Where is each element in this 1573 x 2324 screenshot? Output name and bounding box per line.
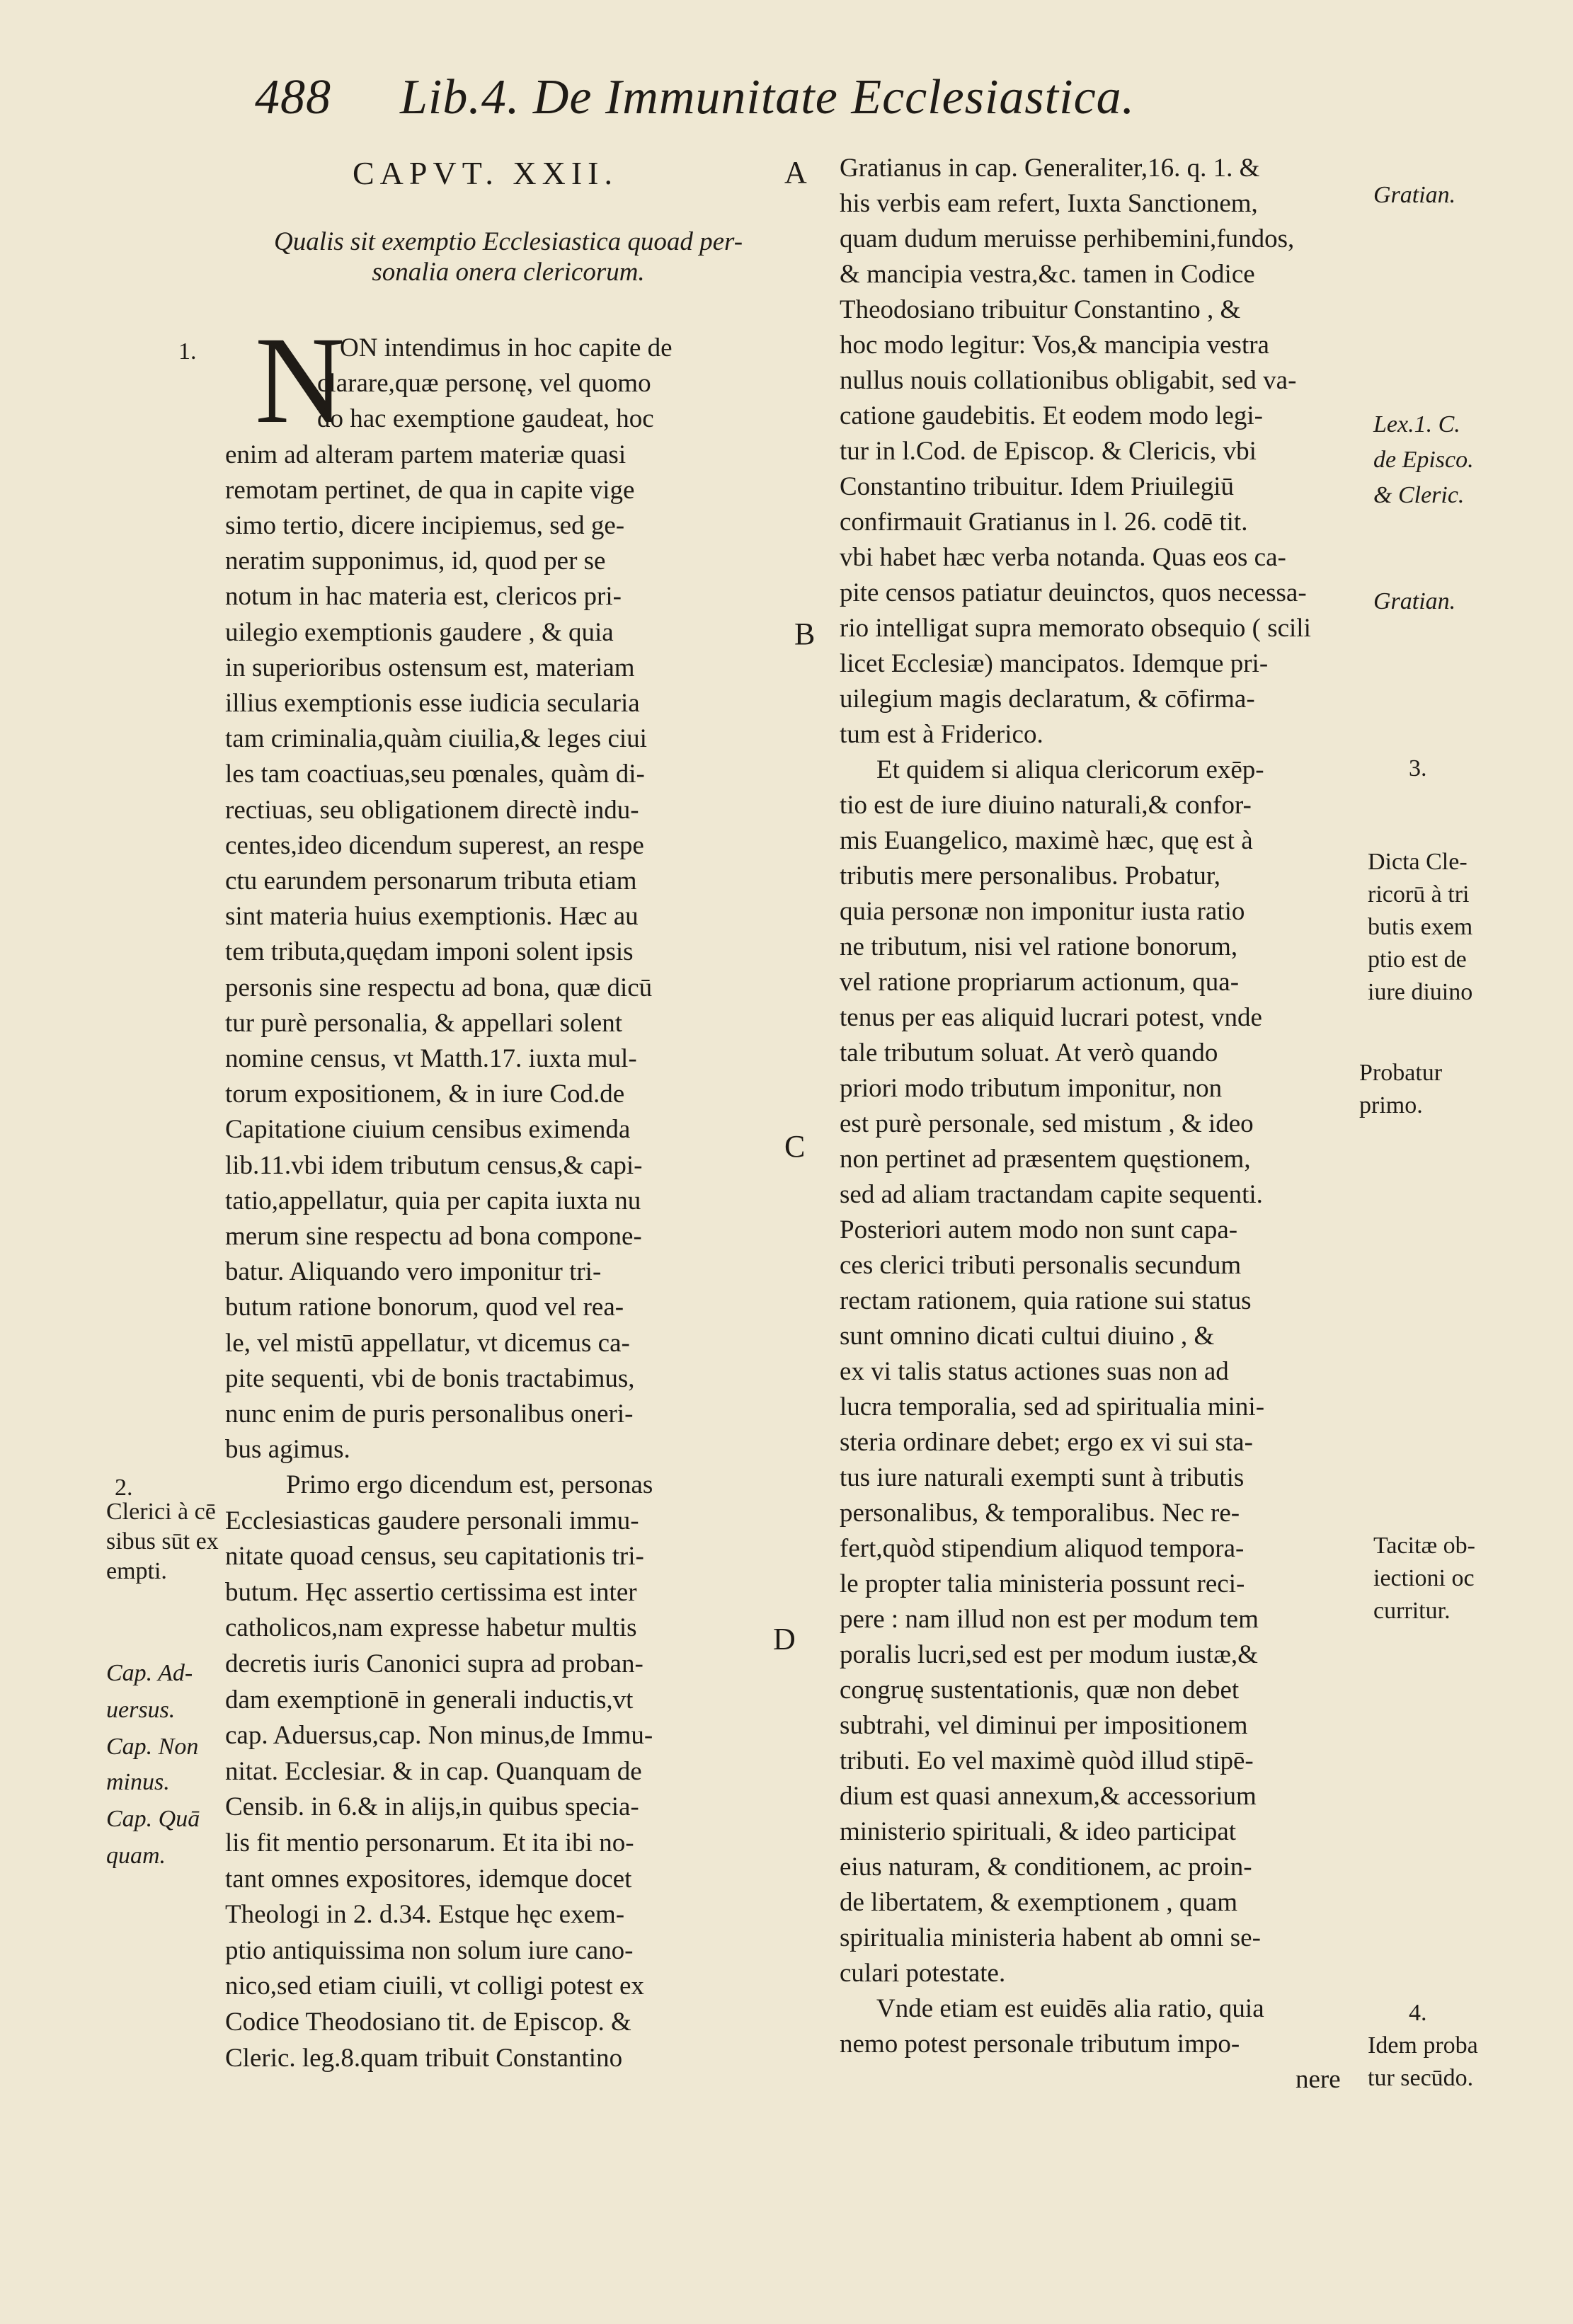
text-line: nico,sed etiam ciuili, vt colligi potest ex	[225, 1971, 644, 2001]
text-line: do hac exemptione gaudeat, hoc	[317, 404, 654, 434]
text-line: le, vel mistū appellatur, vt dicemus ca-	[225, 1328, 630, 1358]
chapter-title: CAPVT. XXII.	[353, 155, 618, 191]
text-line: decretis iuris Canonici supra ad proban-	[225, 1649, 644, 1678]
text-line: Primo ergo dicendum est, personas	[286, 1470, 653, 1499]
text-line: vbi habet hæc verba notanda. Quas eos ca-	[840, 543, 1286, 572]
margin-note: Cap. Ad-	[106, 1660, 193, 1686]
margin-note: & Cleric.	[1373, 482, 1465, 508]
drop-cap: N	[255, 311, 345, 450]
text-line: ces clerici tributi personalis secundum	[840, 1251, 1242, 1280]
text-line: notum in hac materia est, clericos pri-	[225, 582, 622, 612]
text-line: pite sequenti, vbi de bonis tractabimus,	[225, 1363, 635, 1393]
margin-note: quam.	[106, 1843, 166, 1869]
chapter-subtitle-line: Qualis sit exemptio Ecclesiastica quoad per-	[273, 227, 743, 256]
text-line: Constantino tribuitur. Idem Priuilegiū	[840, 472, 1235, 501]
text-line: tenus per eas aliquid lucrari potest, vnde	[840, 1003, 1262, 1032]
text-line: ministerio spirituali, & ideo participat	[840, 1817, 1237, 1846]
text-line: pere : nam illud non est per modum tem	[840, 1605, 1259, 1634]
margin-note: uersus.	[106, 1697, 176, 1723]
text-line: in superioribus ostensum est, materiam	[225, 653, 635, 682]
text-line: tam criminalia,quàm ciuilia,& leges ciui	[225, 724, 647, 754]
text-line: nullus nouis collationibus obligabit, sed va-	[840, 366, 1297, 395]
text-line: spiritualia ministeria habent ab omni se-	[840, 1923, 1261, 1952]
text-line: butum. Hęc assertio certissima est inter	[225, 1577, 637, 1607]
text-line: sed ad aliam tractandam capite sequenti.	[840, 1180, 1263, 1209]
text-line: Capitatione ciuium censibus eximenda	[225, 1115, 631, 1145]
margin-note: Cap. Non	[106, 1734, 199, 1760]
text-line: rio intelligat supra memorato obsequio ( scili	[840, 614, 1311, 643]
text-line: ptio antiquissima non solum iure cano-	[225, 1935, 634, 1965]
text-line: dium est quasi annexum,& accessorium	[840, 1782, 1257, 1811]
text-line: tributi. Eo vel maximè quòd illud stipē-	[840, 1746, 1254, 1775]
margin-note: Gratian.	[1373, 182, 1456, 208]
text-line: personis sine respectu ad bona, quæ dicū	[225, 973, 653, 1002]
text-line: poralis lucri,sed est per modum iustæ,&	[840, 1640, 1258, 1669]
text-line: Vnde etiam est euidēs alia ratio, quia	[876, 1994, 1264, 2023]
margin-note: Idem proba	[1368, 2032, 1478, 2059]
text-line: Theodosiano tribuitur Constantino , &	[840, 295, 1241, 324]
text-line: Gratianus in cap. Generaliter,16. q. 1. &	[840, 154, 1260, 183]
text-line: hoc modo legitur: Vos,& mancipia vestra	[840, 331, 1269, 360]
text-line: sint materia huius exemptionis. Hæc au	[225, 902, 639, 932]
paragraph-letter: B	[794, 617, 816, 651]
margin-note: de Episco.	[1373, 447, 1474, 473]
text-line: nere	[1295, 2065, 1341, 2094]
text-line: nunc enim de puris personalibus oneri-	[225, 1399, 634, 1429]
text-line: tant omnes expositores, idemque docet	[225, 1864, 632, 1894]
text-line: Theologi in 2. d.34. Estque hęc exem-	[225, 1900, 625, 1930]
text-line: tatio,appellatur, quia per capita iuxta nu	[225, 1186, 641, 1215]
text-line: tem tributa,quędam imponi solent ipsis	[225, 937, 634, 967]
text-line: steria ordinare debet; ergo ex vi sui sta-	[840, 1428, 1253, 1457]
text-line: culari potestate.	[840, 1959, 1006, 1988]
text-line: merum sine respectu ad bona compone-	[225, 1222, 642, 1251]
text-line: Et quidem si aliqua clericorum exēp-	[876, 755, 1264, 784]
text-line: confirmauit Gratianus in l. 26. codē tit.	[840, 508, 1248, 537]
text-line: ex vi talis status actiones suas non ad	[840, 1357, 1229, 1386]
text-line: tributis mere personalibus. Probatur,	[840, 862, 1220, 891]
chapter-subtitle	[225, 227, 791, 287]
margin-note: Probatur	[1359, 1060, 1443, 1086]
text-line: nemo potest personale tributum impo-	[840, 2030, 1240, 2059]
text-line: lis fit mentio personarum. Et ita ibi no-	[225, 1828, 634, 1858]
margin-note: Lex.1. C.	[1373, 411, 1460, 437]
margin-note: iure diuino	[1368, 979, 1473, 1005]
text-line: Censib. in 6.& in alijs,in quibus specia-	[225, 1792, 639, 1822]
margin-note: 2.	[115, 1475, 133, 1501]
text-line: tale tributum soluat. At verò quando	[840, 1038, 1218, 1067]
paragraph-letter: D	[773, 1622, 796, 1656]
margin-note: ptio est de	[1368, 946, 1467, 973]
margin-note: tur secūdo.	[1368, 2065, 1474, 2091]
text-line: enim ad alteram partem materiæ quasi	[225, 440, 627, 469]
text-line: cap. Aduersus,cap. Non minus,de Immu-	[225, 1721, 653, 1751]
text-line: nitate quoad census, seu capitationis tri-	[225, 1542, 644, 1572]
margin-note: iectioni oc	[1373, 1565, 1475, 1591]
text-line: Codice Theodosiano tit. de Episcop. &	[225, 2008, 631, 2037]
page-number: 488	[255, 70, 331, 125]
text-line: clarare,quæ personę, vel quomo	[317, 369, 651, 399]
text-line: sunt omnino dicati cultui diuino , &	[840, 1322, 1215, 1351]
text-line: catione gaudebitis. Et eodem modo legi-	[840, 401, 1263, 430]
margin-note: primo.	[1359, 1092, 1423, 1118]
text-line: tur in l.Cod. de Episcop. & Clericis, vbi	[840, 437, 1257, 466]
margin-note: 3.	[1409, 755, 1427, 782]
text-line: bus agimus.	[225, 1435, 350, 1465]
text-line: pite censos patiatur deuinctos, quos necessa-	[840, 578, 1307, 607]
text-line: nitat. Ecclesiar. & in cap. Quanquam de	[225, 1756, 642, 1786]
text-line: nomine census, vt Matth.17. iuxta mul-	[225, 1044, 637, 1073]
text-line: le propter talia ministeria possunt reci-	[840, 1569, 1245, 1598]
text-line: tio est de iure diuino naturali,& confor-	[840, 791, 1252, 820]
chapter-subtitle-line: sonalia onera clericorum.	[372, 258, 645, 287]
margin-note: sibus sūt ex	[106, 1528, 219, 1555]
margin-note: 4.	[1409, 2000, 1427, 2026]
text-line: tur purè personalia, & appellari solent	[225, 1008, 622, 1038]
text-line: tus iure naturali exempti sunt à tributis	[840, 1463, 1245, 1492]
text-line: illius exemptionis esse iudicia secularia	[225, 689, 640, 718]
text-line: torum expositionem, & in iure Cod.de	[225, 1080, 625, 1109]
text-line: fert,quòd stipendium aliquod tempora-	[840, 1534, 1245, 1563]
text-line: Cleric. leg.8.quam tribuit Constantino	[225, 2043, 623, 2073]
margin-note: Dicta Cle-	[1368, 849, 1468, 875]
text-line: uilegium magis declaratum, & cōfirma-	[840, 685, 1255, 714]
margin-note: curritur.	[1373, 1598, 1451, 1624]
text-line: est purè personale, sed mistum , & ideo	[840, 1109, 1254, 1138]
text-line: congruę sustentationis, quæ non debet	[840, 1676, 1240, 1705]
text-line: his verbis eam refert, Iuxta Sanctionem,	[840, 189, 1258, 218]
text-line: Ecclesiasticas gaudere personali immu-	[225, 1506, 639, 1535]
text-line: quam dudum meruisse perhibemini,fundos,	[840, 224, 1295, 253]
text-line: dam exemptionē in generali inductis,vt	[225, 1685, 634, 1715]
text-line: butum ratione bonorum, quod vel rea-	[225, 1293, 624, 1322]
text-line: lucra temporalia, sed ad spiritualia mini-	[840, 1392, 1265, 1421]
margin-note: Tacitæ ob-	[1373, 1533, 1475, 1559]
text-line: uilegio exemptionis gaudere , & quia	[225, 617, 614, 647]
text-line: subtrahi, vel diminui per impositionem	[840, 1711, 1248, 1740]
text-line: mis Euangelico, maximè hæc, quę est à	[840, 826, 1253, 855]
text-line: non pertinet ad præsentem quęstionem,	[840, 1145, 1251, 1174]
text-line: ctu earundem personarum tributa etiam	[225, 866, 637, 895]
text-line: personalibus, & temporalibus. Nec re-	[840, 1499, 1240, 1528]
text-line: rectam rationem, quia ratione sui status	[840, 1286, 1252, 1315]
text-line: quia personæ non imponitur iusta ratio	[840, 897, 1245, 926]
margin-note: Cap. Quā	[106, 1806, 200, 1832]
text-line: les tam coactiuas,seu pœnales, quàm di-	[225, 760, 645, 789]
text-line: remotam pertinet, de qua in capite vige	[225, 475, 635, 505]
text-line: & mancipia vestra,&c. tamen in Codice	[840, 260, 1255, 289]
text-line: licet Ecclesiæ) mancipatos. Idemque pri-	[840, 649, 1269, 678]
text-line: eius naturam, & conditionem, ac proin-	[840, 1853, 1252, 1882]
text-line: simo tertio, dicere incipiemus, sed ge-	[225, 511, 625, 540]
text-line: catholicos,nam expresse habetur multis	[225, 1613, 637, 1643]
text-line: tum est à Friderico.	[840, 720, 1043, 749]
margin-note: ricorū à tri	[1368, 881, 1470, 908]
margin-note: Clerici à cē	[106, 1499, 216, 1525]
text-line: centes,ideo dicendum superest, an respe	[225, 830, 644, 860]
text-line: lib.11.vbi idem tributum census,& capi-	[225, 1150, 643, 1180]
running-title: Lib.4. De Immunitate Ecclesiastica.	[400, 70, 1136, 125]
paragraph-letter: C	[784, 1129, 806, 1164]
text-line: priori modo tributum imponitur, non	[840, 1074, 1223, 1103]
text-line: batur. Aliquando vero imponitur tri-	[225, 1257, 602, 1287]
margin-note: empti.	[106, 1558, 167, 1584]
margin-note: Gratian.	[1373, 588, 1456, 614]
text-line: rectiuas, seu obligationem directè indu-	[225, 795, 639, 825]
margin-note: minus.	[106, 1769, 170, 1795]
paragraph-letter: A	[784, 155, 807, 190]
running-header	[255, 69, 1135, 126]
text-line: ON intendimus in hoc capite de	[340, 333, 673, 362]
section-number: 1.	[178, 338, 197, 365]
text-line: de libertatem, & exemptionem , quam	[840, 1888, 1238, 1917]
text-line: Posteriori autem modo non sunt capa-	[840, 1215, 1238, 1244]
text-line: ne tributum, nisi vel ratione bonorum,	[840, 932, 1238, 961]
margin-note: butis exem	[1368, 914, 1473, 940]
text-line: neratim supponimus, id, quod per se	[225, 546, 606, 576]
text-line: vel ratione propriarum actionum, qua-	[840, 968, 1240, 997]
